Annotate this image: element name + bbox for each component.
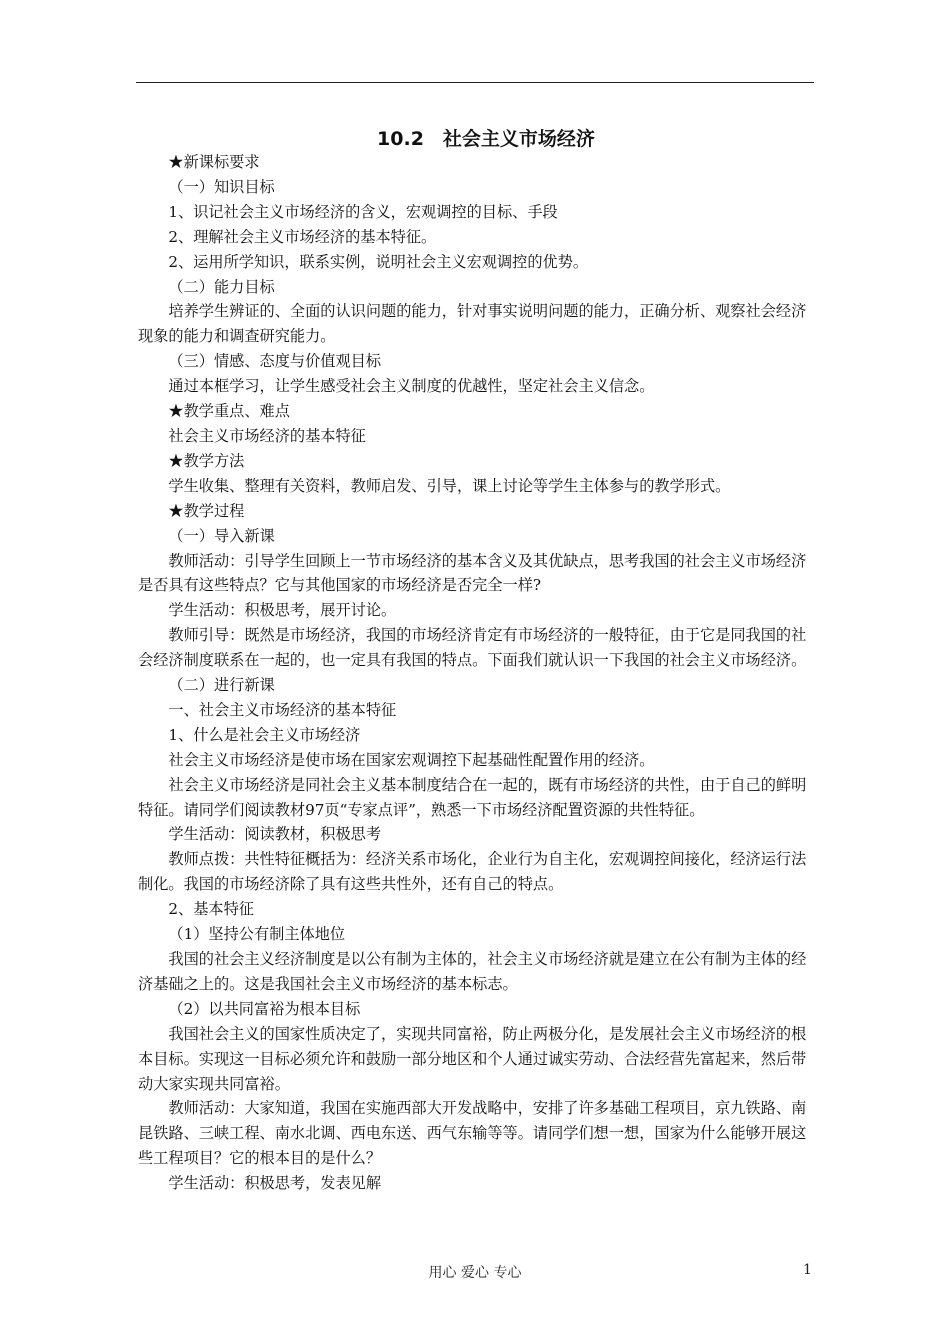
paragraph: 培养学生辨证的、全面的认识问题的能力，针对事实说明问题的能力，正确分析、观察社会经济现象的能力和调查研究能力。 bbox=[138, 302, 807, 346]
paragraph: （一）知识目标 bbox=[168, 177, 275, 196]
paragraph: 一、社会主义市场经济的基本特征 bbox=[168, 700, 397, 719]
paragraph: （一）导入新课 bbox=[168, 526, 275, 545]
page-footer: 用心 爱心 专心 bbox=[428, 1265, 522, 1281]
paragraph: 2、基本特征 bbox=[168, 900, 254, 919]
paragraph: 我国的社会主义经济制度是以公有制为主体的，社会主义市场经济就是建立在公有制为主体的经济基础之上的。这是我国社会主义市场经济的基本标志。 bbox=[138, 950, 807, 993]
paragraph: （2）以共同富裕为根本目标 bbox=[168, 999, 361, 1018]
paragraph: 社会主义市场经济是同社会主义基本制度结合在一起的，既有市场经济的共性，由于自己的鲜明特征。请同学们阅读教材97页“专家点评”，熟悉一下市场经济配置资源的共性特征。 bbox=[138, 775, 807, 819]
paragraph: 2、运用所学知识，联系实例，说明社会主义宏观调控的优势。 bbox=[168, 252, 589, 271]
paragraph: 教师活动：大家知道，我国在实施西部大开发战略中，安排了许多基础工程项目，京九铁路、南昆铁路、三峡工程、南水北调、西电东送、西气东输等等。请同学们想一想，国家为什么能够开展这些工程项目？它的根本目的是什么？ bbox=[138, 1099, 807, 1168]
page-title: 10.2 社会主义市场经济 bbox=[377, 128, 595, 150]
paragraph: 学生活动：阅读教材，积极思考 bbox=[168, 825, 382, 844]
paragraph: 社会主义市场经济是使市场在国家宏观调控下起基础性配置作用的经济。 bbox=[168, 750, 655, 769]
paragraph: 学生活动：积极思考，展开讨论。 bbox=[168, 601, 397, 620]
paragraph: 我国社会主义的国家性质决定了，实现共同富裕，防止两极分化，是发展社会主义市场经济的根本目标。实现这一目标必须允许和鼓励一部分地区和个人通过诚实劳动、合法经营先富起来，然后带动大家实现共同富裕。 bbox=[138, 1024, 807, 1093]
paragraph: 学生收集、整理有关资料，教师启发、引导，课上讨论等学生主体参与的教学形式。 bbox=[168, 476, 731, 495]
paragraph: ★教学方法 bbox=[168, 451, 245, 470]
paragraph: 教师活动：引导学生回顾上一节市场经济的基本含义及其优缺点，思考我国的社会主义市场经济是否具有这些特点？它与其他国家的市场经济是否完全一样? bbox=[138, 551, 807, 595]
paragraph: ★教学过程 bbox=[168, 501, 245, 520]
paragraph: 通过本框学习，让学生感受社会主义制度的优越性，坚定社会主义信念。 bbox=[168, 377, 655, 396]
paragraph: 1、什么是社会主义市场经济 bbox=[168, 725, 361, 744]
paragraph: 2、理解社会主义市场经济的基本特征。 bbox=[168, 227, 437, 246]
paragraph: 教师点拨：共性特征概括为：经济关系市场化，企业行为自主化，宏观调控间接化，经济运行法制化。我国的市场经济除了具有这些共性外，还有自己的特点。 bbox=[138, 850, 807, 894]
page-number: 1 bbox=[803, 1262, 812, 1278]
paragraph: ★教学重点、难点 bbox=[168, 402, 290, 421]
paragraph: 1、识记社会主义市场经济的含义，宏观调控的目标、手段 bbox=[168, 202, 558, 221]
paragraph: （二）能力目标 bbox=[168, 277, 275, 296]
header-rule bbox=[136, 82, 814, 83]
paragraph: 教师引导：既然是市场经济，我国的市场经济肯定有市场经济的一般特征，由于它是同我国的社会经济制度联系在一起的，也一定具有我国的特点。下面我们就认识一下我国的社会主义市场经济。 bbox=[138, 626, 807, 670]
paragraph: （二）进行新课 bbox=[168, 676, 275, 695]
paragraph: 学生活动：积极思考，发表见解 bbox=[168, 1174, 382, 1193]
paragraph: 社会主义市场经济的基本特征 bbox=[168, 426, 366, 445]
paragraph: （三）情感、态度与价值观目标 bbox=[168, 352, 382, 371]
paragraph: ★新课标要求 bbox=[168, 153, 260, 171]
paragraph: （1）坚持公有制主体地位 bbox=[168, 925, 346, 944]
document-body bbox=[138, 150, 820, 1196]
